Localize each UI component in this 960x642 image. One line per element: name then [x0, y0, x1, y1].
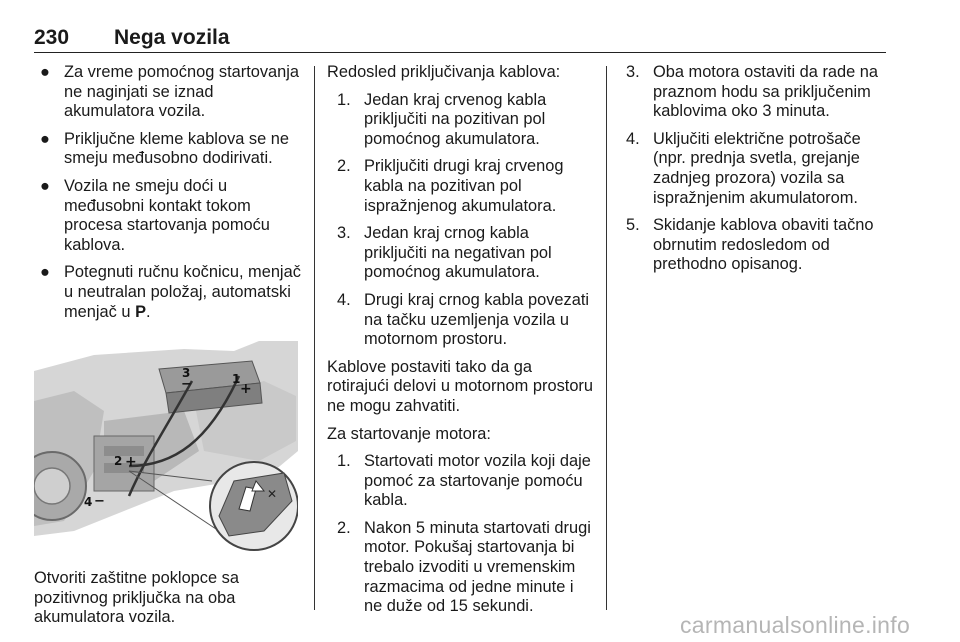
- svg-text:+: +: [125, 454, 137, 471]
- figure-label-1: 1: [232, 372, 241, 387]
- svg-text:+: +: [240, 381, 252, 398]
- figure-label-4: 4: [84, 495, 93, 510]
- section-heading: Za startovanje motora:: [327, 424, 491, 443]
- page-number: 230: [34, 26, 70, 49]
- bullet-item: ● Potegnuti ručnu kočnicu, menjač u neutralan položaj, automatski menjač u P.: [40, 263, 301, 321]
- svg-text:−: −: [181, 377, 192, 393]
- list-item: 1. Startovati motor vozila koji daje pomoć za startovanje pomoću kabla.: [337, 452, 591, 510]
- figure-caption: Otvoriti zaštitne poklopce sa pozitivnog priključka na oba akumulatora vozila.: [34, 569, 239, 627]
- list-item: 3. Jedan kraj crnog kabla priključiti na negativan pol pomoćnog akumulatora.: [337, 224, 552, 282]
- section-heading: Redosled priključivanja kablova:: [327, 63, 561, 81]
- figure-label-2: 2: [114, 454, 123, 469]
- list-item: 3. Oba motora ostaviti da rade na praznom hodu sa priključenim kablovima oko 3 minuta.: [626, 63, 879, 121]
- bullet-item: ● Vozila ne smeju doći u međusobni kontakt tokom procesa startovanja pomoću kablova.: [40, 176, 270, 254]
- paragraph: Kablove postaviti tako da ga rotirajući delovi u motornom prostoru ne mogu zahvatiti.: [327, 357, 594, 415]
- list-item: 4. Uključiti električne potrošače (npr. prednja svetla, grejanje zadnjeg prozora) vozila sa ispražnjenim akumulatorom.: [626, 129, 861, 207]
- column-2: [327, 63, 595, 625]
- page-header: [34, 22, 886, 53]
- column-1: [34, 63, 304, 636]
- bullet-item: ● Priključne kleme kablova se ne smeju međusobno dodirivati.: [40, 129, 290, 168]
- list-item: 2. Nakon 5 minuta startovati drugi motor. Pokušaj startovanja bi trebalo izvoditi u vremenskim razmacima od jedne minute i ne duže od 15 sekundi.: [337, 518, 591, 616]
- bullet-icon: ●: [40, 129, 50, 148]
- bullet-icon: ●: [40, 63, 50, 81]
- svg-text:✕: ✕: [267, 487, 278, 502]
- svg-text:−: −: [94, 494, 105, 510]
- list-item: 4. Drugi kraj crnog kabla povezati na tačku uzemljenja vozila u motornom prostoru.: [337, 290, 590, 349]
- list-item: 2. Priključiti drugi kraj crvenog kabla na pozitivan pol ispražnjenog akumulatora.: [337, 157, 564, 215]
- page-title: Nega vozila: [114, 26, 230, 49]
- list-item: 5. Skidanje kablova obaviti tačno obrnutim redosledom od prethodno opisanog.: [626, 216, 874, 274]
- column-divider: [606, 66, 607, 610]
- watermark: carmanualsonline.info: [680, 612, 911, 638]
- list-item: 1. Jedan kraj crvenog kabla priključiti na pozitivan pol pomoćnog akumulatora.: [337, 90, 547, 148]
- bullet-icon: ●: [40, 176, 50, 195]
- column-3: [626, 63, 886, 283]
- jump-start-illustration: [34, 341, 298, 551]
- bullet-icon: ●: [40, 263, 50, 282]
- bullet-item: ● Za vreme pomoćnog startovanja ne naginjati se iznad akumulatora vozila.: [40, 63, 300, 121]
- figure-label-3: 3: [182, 366, 191, 381]
- column-divider: [314, 66, 315, 610]
